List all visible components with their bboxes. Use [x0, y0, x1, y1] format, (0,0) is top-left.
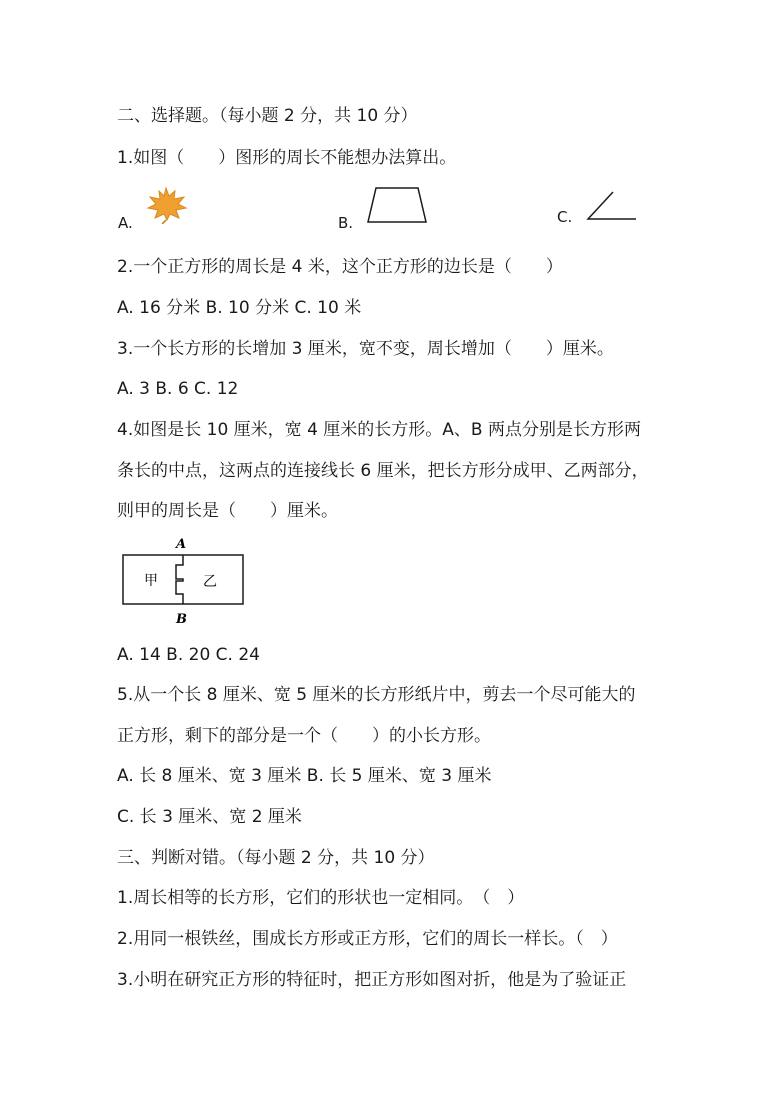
maple-leaf-icon	[144, 186, 188, 224]
judge-question-1: 1.周长相等的长方形，它们的形状也一定相同。 （ ）	[117, 888, 525, 908]
diagram-dividing-line	[176, 555, 183, 604]
question-5-stem-line-1: 5.从一个长 8 厘米、宽 5 厘米的长方形纸片中，剪去一个尽可能大的	[117, 685, 636, 705]
judge-question-3: 3.小明在研究正方形的特征时，把正方形如图对折，他是为了验证正	[117, 970, 627, 990]
question-3-options: A. 3 B. 6 C. 12	[117, 379, 239, 399]
diagram-region-jia: 甲	[144, 573, 158, 589]
question-4-stem-line-2: 条长的中点，这两点的连接线长 6 厘米，把长方形分成甲、乙两部分，	[117, 461, 649, 481]
diagram-region-yi: 乙	[203, 574, 217, 590]
rectangle-split-diagram	[117, 535, 249, 627]
question-4-stem-line-1: 4.如图是长 10 厘米，宽 4 厘米的长方形。A、B 两点分别是长方形两	[117, 420, 641, 440]
trapezoid-shape	[362, 184, 432, 226]
section-3-heading: 三、判断对错。（每小题 2 分，共 10 分）	[117, 848, 435, 868]
question-5-options-line-2: C. 长 3 厘米、宽 2 厘米	[117, 807, 302, 827]
question-5-stem-line-2: 正方形，剩下的部分是一个（ ）的小长方形。	[117, 726, 491, 746]
question-2-stem: 2.一个正方形的周长是 4 米，这个正方形的边长是（ ）	[117, 257, 563, 277]
question-2-options: A. 16 分米 B. 10 分米 C. 10 米	[117, 298, 362, 318]
question-3-stem: 3.一个长方形的长增加 3 厘米，宽不变，周长增加（ ）厘米。	[117, 339, 614, 359]
question-1-stem: 1.如图（ ）图形的周长不能想办法算出。	[117, 148, 457, 168]
section-2-heading: 二、选择题。（每小题 2 分，共 10 分）	[117, 106, 418, 126]
question-1-option-c-label: C.	[557, 208, 573, 226]
question-1-option-b-label: B.	[338, 214, 354, 232]
judge-question-2: 2.用同一根铁丝，围成长方形或正方形，它们的周长一样长。（ ）	[117, 929, 618, 949]
question-1-option-a-label: A.	[118, 214, 133, 232]
question-4-options: A. 14 B. 20 C. 24	[117, 645, 260, 665]
diagram-label-b: B	[176, 612, 187, 627]
diagram-label-a: A	[176, 537, 187, 552]
question-5-options-line-1: A. 长 8 厘米、宽 3 厘米 B. 长 5 厘米、宽 3 厘米	[117, 766, 492, 786]
question-4-stem-line-3: 则甲的周长是（ ）厘米。	[117, 501, 338, 521]
angle-shape	[584, 190, 640, 224]
